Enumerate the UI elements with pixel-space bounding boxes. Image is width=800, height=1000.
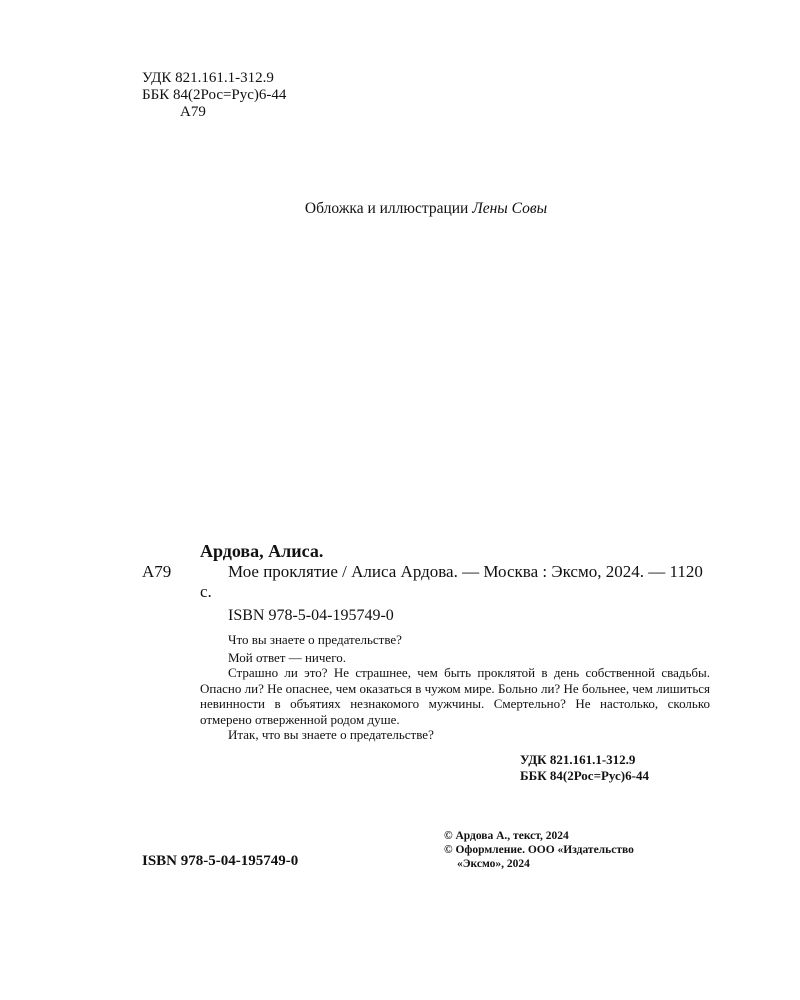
copyright-block xyxy=(444,829,634,871)
isbn-bottom: ISBN 978-5-04-195749-0 xyxy=(142,853,299,869)
udk-code: УДК 821.161.1-312.9 xyxy=(520,752,636,767)
catalog-title: Мое проклятие / Алиса Ардова. — Москва : Эксмо, 2024. — 1120 с. xyxy=(200,562,703,601)
copyright-design-cont: «Эксмо», 2024 xyxy=(457,858,530,870)
bbk-code: ББК 84(2Рос=Рус)6-44 xyxy=(520,768,649,783)
annotation-paragraph: Страшно ли это? Не страшнее, чем быть проклятой в день собственной свадьбы. Опасно ли? Не опаснее, чем оказаться в чужом мире. Больно ли? Не больнее, чем лишиться невинности в объятиях незнакомого мужчины. Смертельно? Не настолько, сколько отмерено отверженной родом душе. xyxy=(200,665,710,727)
annotation xyxy=(200,632,710,743)
cover-credits xyxy=(0,200,800,218)
annotation-paragraph: Итак, что вы знаете о предательстве? xyxy=(228,727,434,742)
annotation-paragraph: Что вы знаете о предательстве? xyxy=(228,632,402,647)
udk-code: УДК 821.161.1-312.9 xyxy=(142,70,274,86)
author-mark: А79 xyxy=(180,104,206,120)
catalog-isbn: ISBN 978-5-04-195749-0 xyxy=(228,607,394,624)
illustrator-name: Лены Совы xyxy=(472,200,548,217)
classification-block-top xyxy=(142,70,286,121)
catalog-author-mark: А79 xyxy=(142,562,172,581)
annotation-paragraph: Мой ответ — ничего. xyxy=(228,649,346,665)
credits-prefix: Обложка и иллюстрации xyxy=(304,200,469,217)
classification-block-bottom xyxy=(520,752,710,784)
copyright-text: © Ардова А., текст, 2024 xyxy=(444,830,569,842)
bbk-code: ББК 84(2Рос=Рус)6-44 xyxy=(142,87,287,103)
copyright-design: © Оформление. ООО «Издательство xyxy=(444,844,634,856)
catalog-author: Ардова, Алиса. xyxy=(200,541,324,561)
